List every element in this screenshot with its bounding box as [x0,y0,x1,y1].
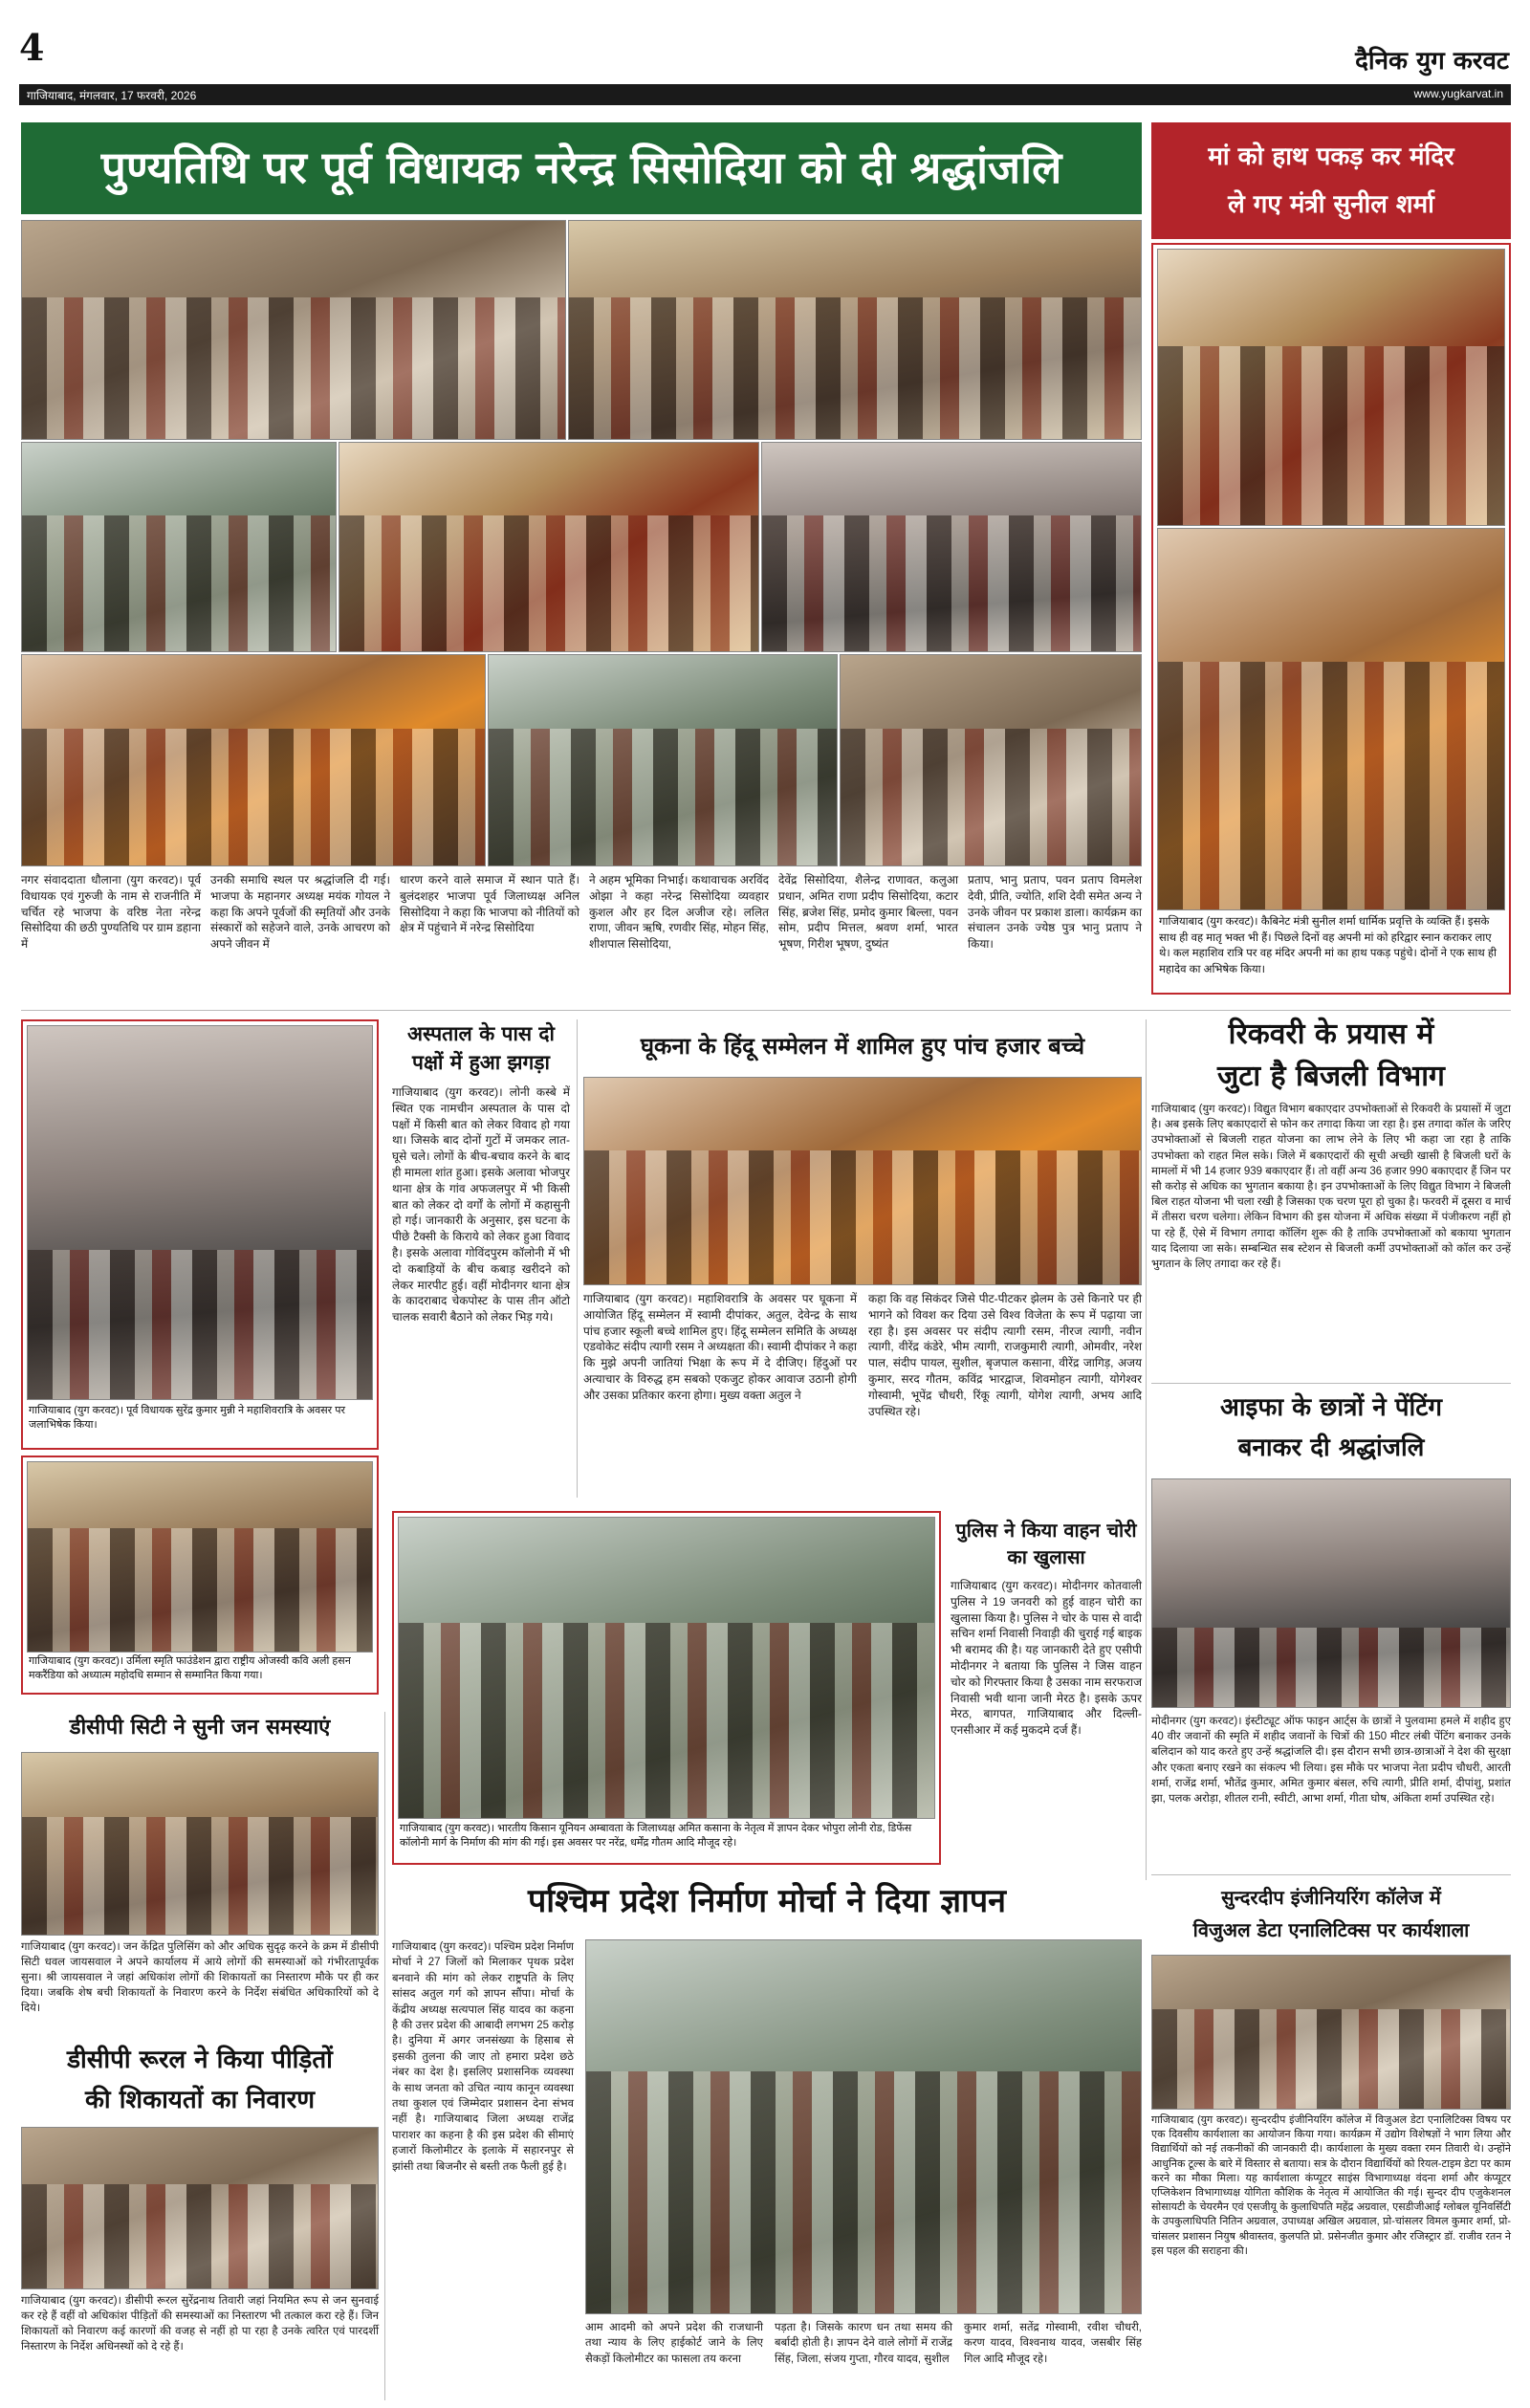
paschim-headline: पश्चिम प्रदेश निर्माण मोर्चा ने दिया ज्ञापन [528,1882,1006,1920]
page-number: 4 [19,26,45,69]
temple-headline-line1: मां को हाथ पकड़ कर मंदिर [1208,142,1454,171]
sammelan-headline: घूकना के हिंदू सम्मेलन में शामिल हुए पांच हजार बच्चे [640,1033,1085,1060]
sunderdeep-photo [1151,1955,1511,2110]
lead-photo-3 [21,442,337,652]
electricity-body: गाजियाबाद (युग करवट)। विद्युत विभाग बकाएदार उपभोक्ताओं से रिकवरी के प्रयासों में जुटा है। अब इसके लिए बकाएदारों से फोन कर तगादा किया जा रहा है। इस तगादा कॉल के जरिए उपभोक्ताओं से बिजली राहत योजना का लाभ लेने के लिए भी कहा जा रहा है ताकि उपभोक्ता को राहत मिल सके। जिले में बकाएदारों की सूची अच्छी खासी है बिजली घरों के मामलों में भी 14 हजार 939 बकाएदार हैं। तो वहीं अन्य 36 हजार 990 बकाएदार हैं जिन पर सौ करोड़ से अधिक का भुगतान बकाया है। इन उपभोक्ताओं के लिए विद्युत विभाग ने बिजली बिल राहत योजना भी चला रखी है जिसका एक चरण पूरा हो चुका है। फरवरी में दूसरा व मार्च में तीसरा चरण चलेगा। लेकिन विभाग की इस योजना में अधिक संख्या में पंजीकरण नहीं हो पा रहे हैं, ऐसे में विभाग तगादा कॉलिंग शुरू की है ताकि उपभोक्ताओं को बकाया भुगतान याद दिलाया जा सके। सम्बन्धित सब स्टेशन से बिजली कर्मी उपभोक्ताओं को कॉल कर उन्हें भुगतान के लिए तगादा कर रहे हैं। [1151,1104,1511,1271]
lead-body-col-2: उनकी समाधि स्थल पर श्रद्धांजलि दी गई। भाजपा के महानगर अध्यक्ष मयंक गोयल ने कहा कि अपने पूर्वजों की स्मृतियों और उनके संस्कारों को सहेजने वाले, उनके आचरण को अपने जीवन में [210,873,390,952]
paper-name: दैनिक युग करवट [1355,47,1509,76]
dcp-rural-body: गाजियाबाद (युग करवट)। डीसीपी रूरल सुरेंद्रनाथ तिवारी जहां नियमित रूप से जन सुनवाई कर रहे हैं वहीं वो अधिकांश पीड़ितों की समस्याओं का निस्तारण भी तत्काल करा रहे हैं। जिन शिकायतों को निवारण कई कारणों की वजह से नहीं हो पा रहा है उनके त्वरित एवं पारदर्शी निस्तारण के निर्देश अधिनस्थों को दे रहे हैं। [21,2295,379,2353]
sammelan-body-col-1: गाजियाबाद (युग करवट)। महाशिवरात्रि के अवसर पर घूकना में आयोजित हिंदू सम्मेलन में स्वामी दीपांकर, अतुल, देवेन्द्र के साथ पांच हजार स्कूली बच्चे शामिल हुए। हिंदू सम्मेलन समिति के अध्यक्ष एडवोकेट संदीप त्यागी रसम ने अध्यक्षता की। स्वामी दीपांकर ने कहा कि मुझे अपनी जातियां भिक्षा के रूप में दे दीजिए। हिंदुओं पर अत्याचार के विरुद्ध हम सबको एकजुट होकर आवाज उठानी होगी और उसका प्रतिकार करना होगा। मुख्य वक्ता अतुल ने [583,1292,857,1402]
dcp-city-headline: डीसीपी सिटी ने सुनी जन समस्याएं [69,1716,331,1740]
lead-headline: पुण्यतिथि पर पूर्व विधायक नरेन्द्र सिसोदिया को दी श्रद्धांजलि [100,142,1062,193]
kisan-caption: गाजियाबाद (युग करवट)। भारतीय किसान यूनियन अम्बावता के जिलाध्यक्ष अमित कसाना के नेतृत्व में ज्ञापन देकर भोपुरा लोनी रोड, डिफेंस कॉलोनी मार्ग के निर्माण की मांग की गई। इस अवसर पर नरेंद्र, धर्मेंद्र गौतम आदि मौजूद रहे। [400,1823,912,1849]
electricity-headline-line2: जुटा है बिजली विभाग [1217,1060,1445,1093]
dcp-rural-headline-line2: की शिकायतों का निवारण [84,2086,316,2114]
lead-photo-8 [840,654,1142,866]
sammelan-body-col-2: कहा कि वह सिकंदर जिसे पीट-पीटकर झेलम के उसे किनारे पर ही भागने को विवश कर दिया उसे विश्व विजेता के रूप में पढ़ाया जा रहा है। इस अवसर पर संदीप त्यागी रसम, नीरज त्यागी, नवीन त्यागी, वीरेंद्र कंडेरे, भीम त्यागी, राजकुमारी त्यागी, ओमवीर, नरेश पाल, संदीप पायल, सुशील, बृजपाल कसाना, वीरेंद्र जागिड़, अजय कुमार, सरद गौतम, कविंद्र भारद्वाज, शिवमोहन त्यागी, योगेश्वर गोस्वामी, भूपेंद्र चौधरी, रिंकू त्यागी, योगेश त्यागी, अभय आदि उपस्थित रहे। [868,1292,1142,1418]
hospital-body: गाजियाबाद (युग करवट)। लोनी कस्बे में स्थित एक नामचीन अस्पताल के पास दो पक्षों में किसी बात को लेकर विवाद हो गया था। जिसके बाद दोनों गुटों में जमकर लात-घूसे चले। लोगों के बीच-बचाव करने के बाद ही मामला शांत हुआ। इसके अलावा भोजपुर थाना क्षेत्र के गांव अफजलपुर में भी किसी बात को लेकर दो वर्गों के लोगों में कहासुनी हो गई। जानकारी के अनुसार, इस घटना के पीछे टैक्सी के किराये को लेकर हुआ विवाद है। इसके अलावा गोविंदपुरम कॉलोनी में भी दो कबाड़ियों के बीच कबाड़ खरीदने को लेकर मारपीट हुई। वहीं मोदीनगर थाना क्षेत्र के कादराबाद चेकपोस्ट के पास तीन ऑटो चालक सवारी बैठाने को लेकर भिड़ गये। [392,1085,570,1324]
lead-body-col-1: नगर संवाददाता धौलाना (युग करवट)। पूर्व विधायक एवं गुरुजी के नाम से राजनीति में चर्चित रहे भाजपा के वरिष्ठ नेता नरेन्द्र सिसोदिया की छठी पुण्यतिथि पर ग्राम डहाना में [21,873,201,952]
kisan-photo [398,1517,935,1819]
temple-photo-2 [1157,528,1505,910]
lead-body-col-5: देवेंद्र सिसोदिया, शैलेन्द्र राणावत, कलुआ प्रधान, अमित राणा प्रदीप सिसोदिया, कटार सिंह, ब्रजेश सिंह, प्रमोद कुमार बिल्ला, पवन सोम, प्रदीप मित्तल, श्रवण शर्मा, भारत भूषण, गिरीश भूषण, दुष्यंत [778,873,958,952]
temple-caption: गाजियाबाद (युग करवट)। कैबिनेट मंत्री सुनील शर्मा धार्मिक प्रवृत्ति के व्यक्ति हैं। इसके साथ ही वह मातृ भक्त भी हैं। पिछले दिनों वह अपनी मां को हरिद्वार स्नान कराकर लाए थे। कल महाशिव रात्रि पर वह मंदिर अपनी मां का हाथ पकड़ पहुंचे। दोनों ने एक साथ ही महादेव का अभिषेक किया। [1159,916,1497,975]
paschim-photo [585,1939,1142,2314]
lead-photo-2 [568,220,1142,440]
lead-body-col-6: प्रताप, भानु प्रताप, पवन प्रताप विमलेश देवी, प्रीति, ज्योति, शशि देवी समेत अन्य ने उनके जीवन पर प्रकाश डाला। कार्यक्रम का संचालन उनके ज्येष्ठ पुत्र भानु प्रताप ने किया। [968,873,1142,952]
lead-photo-1 [21,220,566,440]
lead-photo-6 [21,654,486,866]
lead-body-col-4: ने अहम भूमिका निभाई। कथावाचक अरविंद ओझा ने कहा नरेन्द्र सिसोदिया व्यवहार कुशल और हर दिल अजीज रहे। ललित राणा, जीवन ऋषि, रणवीर सिंह, मोहन सिंह, शीशपाल सिसोदिया, [589,873,769,952]
masthead-bar [19,84,1511,105]
dcp-rural-photo [21,2127,379,2289]
aifa-photo [1151,1478,1511,1708]
temple-headline-line2: ले गए मंत्री सुनील शर्मा [1228,190,1434,219]
dcp-city-body: गाजियाबाद (युग करवट)। जन केंद्रित पुलिसिंग को और अधिक सुदृढ़ करने के क्रम में डीसीपी सिटी धवल जायसवाल ने अपने कार्यालय में आये लोगों की समस्याओं को गंभीरतापूर्वक सुना। श्री जायसवाल ने जहां अधिकांश लोगों की शिकायतों का निस्तारण मौके पर ही कर दिया। जबकि शेष बची शिकायतों के निवारण करने के निर्देश संबंधित अधिकारियों को दे दिये। [21,1941,379,2014]
sunderdeep-body: गाजियाबाद (युग करवट)। सुन्दरदीप इंजीनियरिंग कॉलेज में विजुअल डेटा एनालिटिक्स विषय पर एक दिवसीय कार्यशाला का आयोजन किया गया। कार्यक्रम में उद्योग विशेषज्ञों ने भाग लिया और विद्यार्थियों को नई तकनीकों की जानकारी दी। कार्यशाला के मुख्य वक्ता रमन तिवारी थे। उन्होंने आधुनिक टूल्स के बारे में विस्तार से बताया। सत्र के दौरान विद्यार्थियों को रियल-टाइम डेटा पर काम करने का मौका मिला। यह कार्यशाला कंप्यूटर साइंस विभागाध्यक्ष वंदना शर्मा और कंप्यूटर एप्लिकेशन विभागाध्यक्ष योगिता कौशिक के नेतृत्व में आयोजित की गई। सुन्दर दीप एजुकेशनल सोसायटी के चेयरमैन एवं एसजीयू के कुलाधिपति महेंद्र अग्रवाल, एसडीजीआई ग्लोबल यूनिवर्सिटी के उपकुलाधिपति नितिन अग्रवाल, उपाध्यक्ष अखिल अग्रवाल, प्रो-चांसलर विमल कुमार शर्मा, प्रो-चांसलर प्रशासन नियुष श्रीवास्तव, कुलपति प्रो. प्रसेनजीत कुमार और रजिस्ट्रार डॉ. राजीव रतन ने इस पहल की सराहना की। [1151,2114,1511,2257]
hospital-headline: अस्पताल के पास दो पक्षों में हुआ झगड़ा [406,1022,555,1074]
sunderdeep-headline-line2: विजुअल डेटा एनालिटिक्स पर कार्यशाला [1192,1918,1470,1941]
paschim-body-col-3: पड़ता है। जिसके कारण धन तथा समय की बर्बादी होती है। ज्ञापन देने वाले लोगों में राजेंद्र सिंह, जिला, संजय गुप्ता, गौरव यादव, सुशील [775,2322,952,2365]
lead-body-col-3: धारण करने वाले समाज में स्थान पाते हैं। बुलंदशहर भाजपा पूर्व जिलाध्यक्ष अनिल सिसोदिया ने कहा कि भाजपा को नीतियों को क्षेत्र में पहुंचाने में नरेन्द्र सिसोदिया [400,873,579,935]
dcp-city-photo [21,1752,379,1936]
lead-photo-7 [488,654,838,866]
shivling-photo [27,1025,373,1400]
aifa-headline-line1: आइफा के छात्रों ने पेंटिंग [1219,1393,1442,1422]
lead-photo-5 [761,442,1142,652]
award-caption: गाजियाबाद (युग करवट)। उर्मिला स्मृति फाउंडेशन द्वारा राष्ट्रीय ओजस्वी कवि अली हसन मकरैंडिया को अध्यात्म महोदधि सम्मान से सम्मानित किया गया। [29,1655,351,1681]
shivling-caption: गाजियाबाद (युग करवट)। पूर्व विधायक सुरेंद्र कुमार मुन्नी ने महाशिवरात्रि के अवसर पर जलाभिषेक किया। [29,1405,345,1431]
place-date: गाजियाबाद, मंगलवार, 17 फरवरी, 2026 [27,89,197,102]
paschim-body-col-4: कुमार शर्मा, सतेंद्र गोस्वामी, रवीश चौधरी, करण यादव, विश्वनाथ यादव, जसबीर सिंह गिल आदि मौजूद रहे। [964,2322,1142,2365]
paschim-body-col-2: आम आदमी को अपने प्रदेश की राजधानी तथा न्याय के लिए हाईकोर्ट जाने के लिए सैकड़ों किलोमीटर का फासला तय करना [585,2322,763,2365]
theft-headline: पुलिस ने किया वाहन चोरी का खुलासा [955,1519,1137,1568]
lead-photo-4 [339,442,759,652]
sunderdeep-headline-line1: सुन्दरदीप इंजीनियरिंग कॉलेज में [1221,1886,1441,1909]
aifa-headline-line2: बनाकर दी श्रद्धांजलि [1237,1434,1425,1462]
theft-body: गाजियाबाद (युग करवट)। मोदीनगर कोतवाली पुलिस ने 19 जनवरी को हुई वाहन चोरी का खुलासा किया है। पुलिस ने चोर के पास से वादी सचिन शर्मा निवासी निवाड़ी की चुराई गई बाइक भी बरामद की है। यह जानकारी देते हुए एसीपी मोदीनगर ने बताया कि पुलिस ने जिस वाहन चोर को गिरफ्तार किया है उसका नाम सरफराज निवासी भवी थाना जानी मेरठ है। इसके ऊपर मेरठ, बागपत, गाजियाबाद और दिल्ली-एनसीआर में कई मुकदमे दर्ज हैं। [951,1579,1142,1738]
sammelan-photo [583,1077,1142,1285]
dcp-rural-headline-line1: डीसीपी रूरल ने किया पीड़ितों [67,2046,333,2074]
website[interactable]: www.yugkarvat.in [1413,87,1503,100]
paschim-body-col-1: गाजियाबाद (युग करवट)। पश्चिम प्रदेश निर्माण मोर्चा ने 27 जिलों को मिलाकर पृथक प्रदेश बनवाने की मांग को लेकर राष्ट्रपति के लिए सांसद अतुल गर्ग को ज्ञापन सौंपा। मोर्चा के केंद्रीय अध्यक्ष सत्यपाल सिंह यादव का कहना है की उत्तर प्रदेश की आबादी लगभग 25 करोड़ है। दुनिया में अगर जनसंख्या के हिसाब से इसकी तुलना की जाए तो हमारा प्रदेश छठे नंबर का देश है। इसलिए प्रशासनिक व्यवस्था के साथ जनता को उचित न्याय कानून व्यवस्था तथा कुशल एवं जिम्मेदार प्रशासन देना संभव नहीं है। गाजियाबाद जिला अध्यक्ष राजेंद्र पाराशर का कहना है की इस प्रदेश की सीमाएं हजारों किलोमीटर के इलाके में सहारनपुर से झांसी तथा बिजनौर से बस्ती तक फैली हुई है। [392,1941,574,2173]
electricity-headline-line1: रिकवरी के प्रयास में [1228,1018,1434,1051]
temple-photo-1 [1157,249,1505,526]
award-photo [27,1461,373,1653]
aifa-body: मोदीनगर (युग करवट)। इंस्टीट्यूट ऑफ फाइन आर्ट्स के छात्रों ने पुलवामा हमले में शहीद हुए 40 वीर जवानों की स्मृति में शहीद जवानों के चित्रों की 150 मीटर लंबी पेंटिंग बनाकर उनके बलिदान को याद करते हुए उन्हें श्रद्धांजलि दी। इस दौरान सभी छात्र-छात्राओं ने देश की सुरक्षा और एकता बनाए रखने का संकल्प भी लिया। इस मौके पर भाजपा नेता प्रदीप चौधरी, आरती शर्मा, राजेंद्र शर्मा, भौतेंद्र कुमार, अमित कुमार बंसल, रुचि त्यागी, प्रीति शर्मा, दीपांशु, प्रशांत झा, पलक अरोड़ा, शीतल रानी, स्वीटी, आभा शर्मा, गीता घोष, अंकिता शर्मा उपस्थित रहे। [1151,1716,1511,1806]
